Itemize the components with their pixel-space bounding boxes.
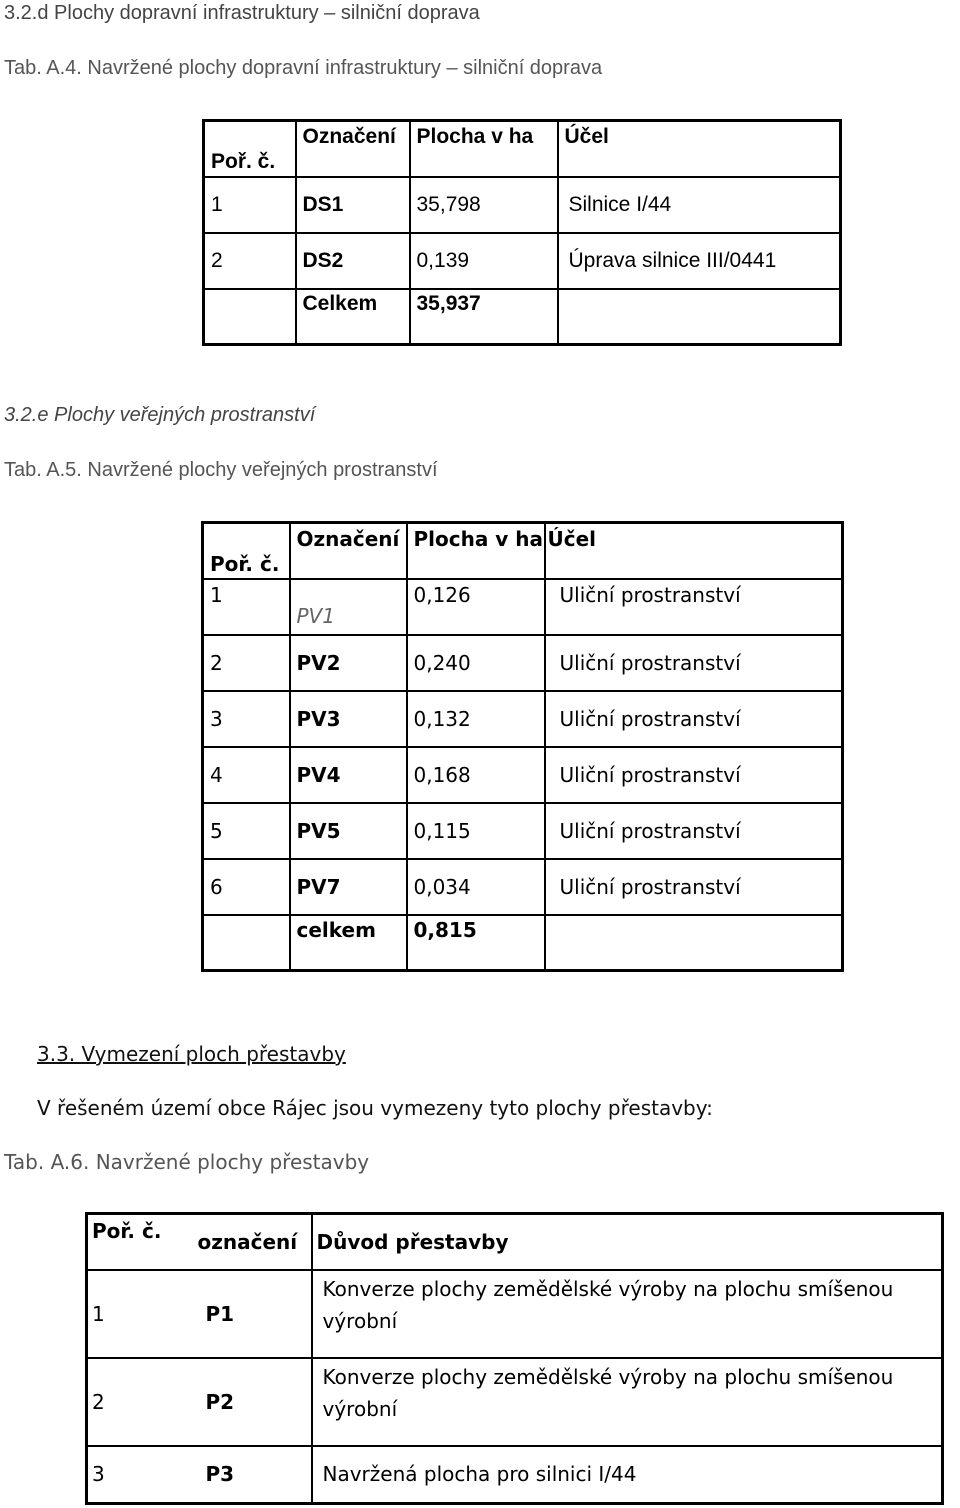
cell-code: PV2 xyxy=(290,635,407,691)
table-row xyxy=(203,691,843,747)
table-row xyxy=(203,747,843,803)
table-total-row xyxy=(203,915,843,971)
cell-code: PV4 xyxy=(290,747,407,803)
table-header-row xyxy=(87,1214,943,1270)
header-cell: Účel xyxy=(545,523,843,579)
cell-order: 2 xyxy=(87,1358,194,1446)
header-cell: Účel xyxy=(558,121,841,177)
cell-purpose: Uliční prostranství xyxy=(545,691,843,747)
table-public-spaces xyxy=(201,521,844,972)
cell-purpose: Úprava silnice III/0441 xyxy=(558,233,841,289)
cell-code: P2 xyxy=(194,1358,312,1446)
cell-order: 2 xyxy=(203,635,290,691)
cell-code: DS2 xyxy=(296,233,410,289)
table-row xyxy=(87,1270,943,1358)
header-cell: Poř. č. xyxy=(87,1214,194,1270)
header-cell: Poř. č. xyxy=(210,551,280,576)
table-caption-a6: Tab. A.6. Navržené plochy přestavby xyxy=(4,1150,370,1174)
cell-area: 0,139 xyxy=(410,233,558,289)
total-value: 0,815 xyxy=(407,915,545,971)
cell-purpose: Silnice I/44 xyxy=(558,177,841,233)
cell-area: 35,798 xyxy=(410,177,558,233)
cell-code: PV1 xyxy=(290,579,407,635)
cell-code: PV3 xyxy=(290,691,407,747)
cell-empty xyxy=(545,915,843,971)
section-heading-road: 3.2.d Plochy dopravní infrastruktury – silniční doprava xyxy=(4,2,480,24)
cell-order: 3 xyxy=(87,1446,194,1504)
cell-purpose: Uliční prostranství xyxy=(545,579,843,635)
cell-code: PV7 xyxy=(290,859,407,915)
table-header-row xyxy=(204,121,841,177)
cell-order: 6 xyxy=(203,859,290,915)
cell-area: 0,126 xyxy=(407,579,545,635)
table-row xyxy=(87,1446,943,1504)
cell-area: 0,168 xyxy=(407,747,545,803)
cell-reason: Navržená plocha pro silnici I/44 xyxy=(312,1446,943,1504)
section-heading-public-spaces: 3.2.e Plochy veřejných prostranství xyxy=(4,404,316,426)
total-label: celkem xyxy=(290,915,407,971)
header-cell: Důvod přestavby xyxy=(312,1214,943,1270)
table-row xyxy=(203,803,843,859)
cell-code: DS1 xyxy=(296,177,410,233)
cell-code: P1 xyxy=(194,1270,312,1358)
cell-area: 0,034 xyxy=(407,859,545,915)
cell-purpose: Uliční prostranství xyxy=(545,803,843,859)
header-cell: Plocha v ha xyxy=(410,121,558,177)
cell-area: 0,240 xyxy=(407,635,545,691)
table-row xyxy=(203,579,843,635)
cell-order: 2 xyxy=(204,233,296,289)
table-row xyxy=(87,1358,943,1446)
header-cell: Označení xyxy=(296,121,410,177)
header-cell: Plocha v ha xyxy=(407,523,545,579)
table-row xyxy=(203,859,843,915)
table-total-row xyxy=(204,289,841,345)
cell-reason: Konverze plochy zemědělské výroby na plochu smíšenou výrobní xyxy=(312,1270,943,1358)
cell-order: 4 xyxy=(203,747,290,803)
cell-code: PV5 xyxy=(290,803,407,859)
cell-order: 1 xyxy=(87,1270,194,1358)
cell-order: 1 xyxy=(203,579,290,635)
total-label: Celkem xyxy=(296,289,410,345)
cell-order: 3 xyxy=(203,691,290,747)
cell-empty xyxy=(203,915,290,971)
total-value: 35,937 xyxy=(410,289,558,345)
table-header-row xyxy=(203,523,843,579)
cell-order: 1 xyxy=(204,177,296,233)
header-cell: Označení xyxy=(290,523,407,579)
cell-area: 0,132 xyxy=(407,691,545,747)
table-caption-a4: Tab. A.4. Navržené plochy dopravní infrastruktury – silniční doprava xyxy=(4,57,603,79)
table-redevelopment xyxy=(85,1212,944,1505)
table-caption-a5: Tab. A.5. Navržené plochy veřejných prostranství xyxy=(4,459,438,481)
section-paragraph: V řešeném území obce Rájec jsou vymezeny tyto plochy přestavby: xyxy=(37,1096,713,1120)
cell-empty xyxy=(204,289,296,345)
table-row xyxy=(204,177,841,233)
cell-purpose: Uliční prostranství xyxy=(545,747,843,803)
header-cell: označení xyxy=(194,1214,312,1270)
cell-order: 5 xyxy=(203,803,290,859)
cell-code: P3 xyxy=(194,1446,312,1504)
cell-empty xyxy=(558,289,841,345)
cell-area: 0,115 xyxy=(407,803,545,859)
table-road-infrastructure xyxy=(202,119,842,346)
table-row xyxy=(203,635,843,691)
cell-purpose: Uliční prostranství xyxy=(545,635,843,691)
cell-purpose: Uliční prostranství xyxy=(545,859,843,915)
header-cell: Poř. č. xyxy=(204,121,296,177)
cell-reason: Konverze plochy zemědělské výroby na plochu smíšenou výrobní xyxy=(312,1358,943,1446)
table-row xyxy=(204,233,841,289)
section-title-redevelopment: 3.3. Vymezení ploch přestavby xyxy=(37,1042,346,1066)
